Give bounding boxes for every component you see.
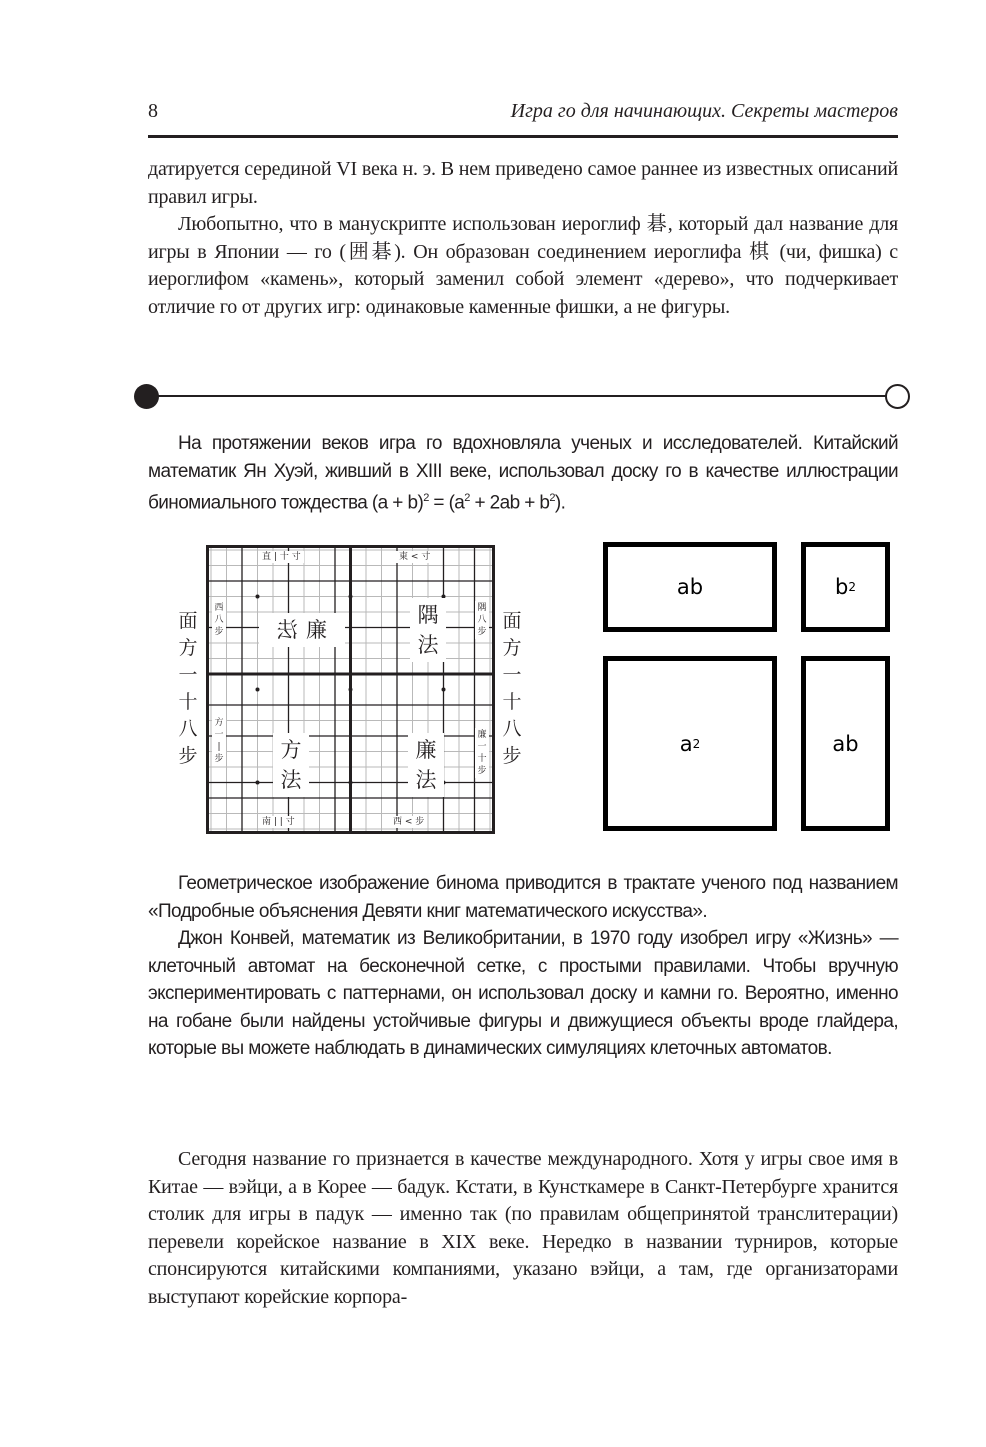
edge-label-bottom-left: 南 | | 寸 — [259, 816, 298, 828]
glyph: 方 — [280, 738, 302, 762]
block-label: b — [835, 575, 849, 599]
edge-label-right-top — [475, 601, 489, 639]
quadrant-label-top-left — [259, 613, 345, 647]
edge-label-bottom-right: 西 < 步 — [390, 816, 427, 828]
glyph: 法 — [280, 768, 302, 792]
glyph: 法 — [415, 768, 437, 792]
glyph: 步 — [214, 627, 224, 637]
glyph: 步 — [477, 766, 487, 776]
quadrant-label-top-right — [410, 598, 446, 662]
block-superscript: 2 — [692, 736, 701, 751]
glyph: 廉 — [415, 738, 437, 762]
edge-label-left-bottom — [212, 716, 226, 766]
header-rule — [148, 135, 898, 138]
black-stone-icon — [134, 384, 159, 409]
block-label: ab — [832, 731, 859, 756]
glyph: 方 — [502, 637, 522, 659]
glyph: 法 — [417, 633, 439, 657]
glyph: 西 — [214, 603, 224, 613]
glyph: 法 — [277, 618, 298, 642]
block-ab-bottom — [801, 656, 890, 831]
sidebar-paragraph-conway: Джон Конвей, математик из Великобритании, в 1970 году изобрел игру «Жизнь» — клеточный автомат на бесконечной сетке, с простыми правилами. Чтобы вручную экспериментировать с паттернами, он использовал доску и камни го. Вероятно, именно на гобане были найдены устойчивые фигуры и движущиеся объекты вроде глайдера, которые вы можете наблюдать в динамических симуляциях клеточных автоматов. — [148, 928, 898, 1059]
text-run: На протяжении веков игра го вдохновляла ученых и исследователей. Китайский математик Ян Хуэй, живший в XIII веке, использовал доску го в качестве иллюстрации биномиального тождества (a + b) — [148, 433, 898, 514]
text-run: + 2ab + b — [469, 492, 550, 514]
glyph: 步 — [178, 745, 198, 767]
glyph: 一 — [477, 742, 487, 752]
glyph: 十 — [477, 754, 487, 764]
sidebar-paragraph-yang-hui — [148, 430, 898, 517]
glyph: 方 — [214, 718, 224, 728]
glyph: 廉 — [306, 618, 327, 642]
glyph: 面 — [178, 610, 198, 632]
glyph: 一 — [502, 664, 522, 686]
block-b-squared — [801, 542, 890, 632]
superscript: 2 — [549, 492, 555, 504]
glyph: 步 — [477, 627, 487, 637]
glyph: 面 — [502, 610, 522, 632]
glyph: | — [217, 742, 221, 752]
quadrant-label-bottom-left — [273, 733, 309, 797]
paragraph-hieroglyph: Любопытно, что в манускрипте использован иероглиф 碁, который дал название для игры в Японии — го (囲碁). Он образован соединением иероглифа 棋 (чи, фишка) с иероглифом «камень», который заменил собой элемент «дерево», что подчеркивает отличие го от других игр: одинаковые каменные фишки, а не фигуры. — [148, 213, 898, 318]
block-label: ab — [676, 575, 704, 599]
running-head — [148, 100, 898, 130]
block-ab-top — [603, 542, 777, 632]
divider-line — [154, 395, 890, 397]
page-number: 8 — [148, 100, 158, 122]
white-stone-icon — [885, 384, 910, 409]
glyph: 八 — [502, 718, 522, 740]
glyph: 十 — [178, 691, 198, 713]
quadrant-label-bottom-right — [408, 733, 444, 797]
board-grid — [209, 548, 492, 831]
text-run: = (a — [428, 492, 465, 514]
paragraph-names: Сегодня название го признается в качестве международного. Хотя у игры свое имя в Китае — вэйци, а в Корее — бадук. Кстати, в Кунсткамере в Санкт-Петербурге хранится столик для игры в падук — именно так (по правилам общепринятой транслитерации) перевели корейское название в XIX веке. Нередко в названии турниров, которые спонсируются китайскими компаниями, указано вэйци, а там, где организаторами выступают корейские корпора- — [148, 1148, 898, 1308]
block-a-squared — [603, 656, 777, 831]
sidebar-paragraph-treatise: Геометрическое изображение бинома приводится в трактате ученого под названием «Подробные объяснения Девяти книг математического искусства». — [148, 873, 898, 922]
edge-label-top-right: 東 < 寸 — [396, 551, 433, 563]
block-superscript: 2 — [848, 580, 856, 594]
glyph: 八 — [214, 615, 224, 625]
edge-label-right-bottom — [475, 728, 489, 778]
section-divider — [134, 383, 910, 411]
board-side-label-left — [173, 608, 203, 770]
glyph: 一 — [178, 664, 198, 686]
glyph: 隅 — [477, 603, 487, 613]
paragraph-continuation: датируется серединой VI века н. э. В нем приведено самое раннее из известных описаний правил игры. — [148, 158, 898, 208]
glyph: 八 — [178, 718, 198, 740]
text-run: ). — [554, 492, 566, 514]
edge-label-top-left: 直 | 十 寸 — [259, 551, 304, 563]
glyph: 一 — [214, 730, 224, 740]
glyph: 十 — [502, 691, 522, 713]
board-side-label-right — [497, 608, 527, 770]
glyph: 廉 — [477, 730, 487, 740]
running-title: Игра го для начинающих. Секреты мастеров — [510, 100, 898, 122]
block-label: a — [679, 731, 693, 756]
glyph: 八 — [477, 615, 487, 625]
glyph: 隅 — [417, 603, 439, 627]
glyph: 方 — [178, 637, 198, 659]
superscript: 2 — [423, 492, 429, 504]
go-board-diagram — [206, 545, 495, 834]
glyph: 步 — [214, 754, 224, 764]
superscript: 2 — [464, 492, 470, 504]
edge-label-left-top — [212, 601, 226, 639]
glyph: 步 — [502, 745, 522, 767]
